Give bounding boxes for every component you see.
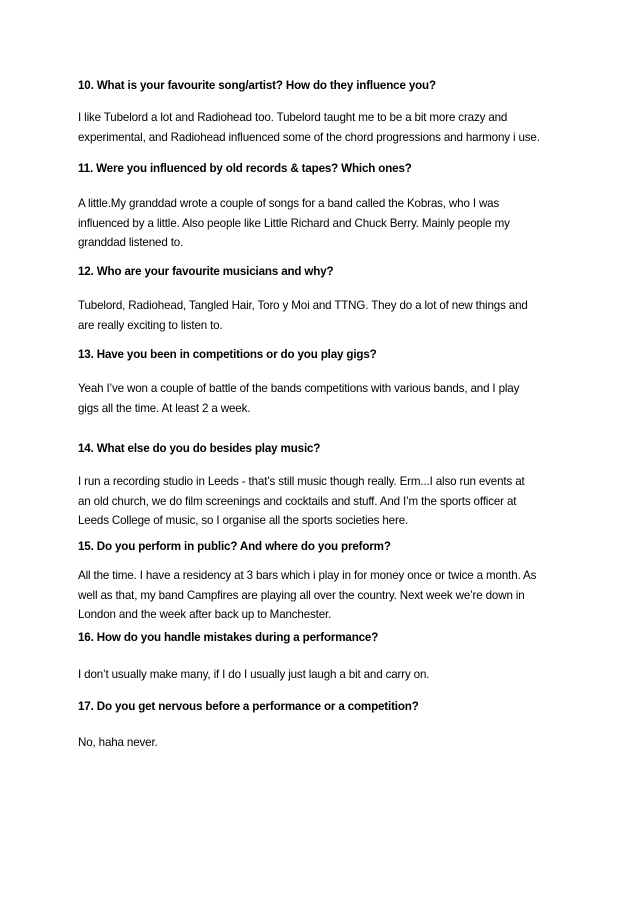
question-text: 11. Were you influenced by old records & tapes? Which ones? [78, 162, 412, 175]
answer-line: Leeds College of music, so I organise all the sports societies here. [78, 514, 409, 528]
question-16-heading [78, 628, 568, 648]
question-text: 17. Do you get nervous before a performance or a competition? [78, 700, 419, 713]
answer-line: are really exciting to listen to. [78, 318, 223, 332]
answer-line: influenced by a little. Also people like Little Richard and Chuck Berry. Mainly people my [78, 216, 510, 230]
answer-line: All the time. I have a residency at 3 bars which i play in for money once or twice a month. As [78, 569, 537, 582]
answer-line: well as that, my band Campfires are playing all over the country. Next week we’re down in [78, 588, 525, 602]
answer-line: I like Tubelord a lot and Radiohead too. Tubelord taught me to be a bit more crazy and [78, 111, 508, 124]
answer-line: Tubelord, Radiohead, Tangled Hair, Toro y Moi and TTNG. They do a lot of new things and [78, 299, 528, 312]
answer-line: gigs all the time. At least 2 a week. [78, 401, 251, 415]
answer-11 [78, 194, 568, 253]
answer-line: I don’t usually make many, if I do I usually just laugh a bit and carry on. [78, 668, 430, 681]
question-text: 16. How do you handle mistakes during a performance? [78, 631, 379, 644]
answer-line: London and the week after back up to Manchester. [78, 608, 332, 622]
question-15-heading [78, 537, 568, 557]
question-text: 13. Have you been in competitions or do you play gigs? [78, 348, 377, 361]
answer-line: granddad listened to. [78, 236, 184, 250]
question-17-heading [78, 697, 568, 717]
question-11-heading [78, 159, 568, 179]
question-10-heading [78, 76, 568, 96]
answer-17 [78, 733, 568, 753]
answer-line: experimental, and Radiohead influenced some of the chord progressions and harmony i use. [78, 130, 540, 144]
question-text: 14. What else do you do besides play music? [78, 442, 321, 455]
answer-15 [78, 566, 568, 625]
answer-14 [78, 472, 568, 531]
answer-line: an old church, we do film screenings and cocktails and stuff. And I’m the sports officer at [78, 494, 517, 508]
answer-line: Yeah I’ve won a couple of battle of the bands competitions with various bands, and I play [78, 382, 520, 395]
answer-line: A little.My granddad wrote a couple of songs for a band called the Kobras, who I was [78, 197, 500, 210]
answer-line: I run a recording studio in Leeds - that’s still music though really. Erm...I also run events at [78, 475, 525, 488]
question-13-heading [78, 345, 568, 365]
question-14-heading [78, 439, 568, 459]
answer-line: No, haha never. [78, 736, 158, 749]
answer-12 [78, 296, 568, 335]
answer-10 [78, 108, 568, 147]
question-text: 12. Who are your favourite musicians and why? [78, 265, 334, 278]
question-text: 10. What is your favourite song/artist? How do they influence you? [78, 79, 436, 92]
answer-16 [78, 665, 568, 685]
answer-13 [78, 379, 568, 418]
question-text: 15. Do you perform in public? And where do you preform? [78, 540, 391, 553]
question-12-heading [78, 262, 568, 282]
